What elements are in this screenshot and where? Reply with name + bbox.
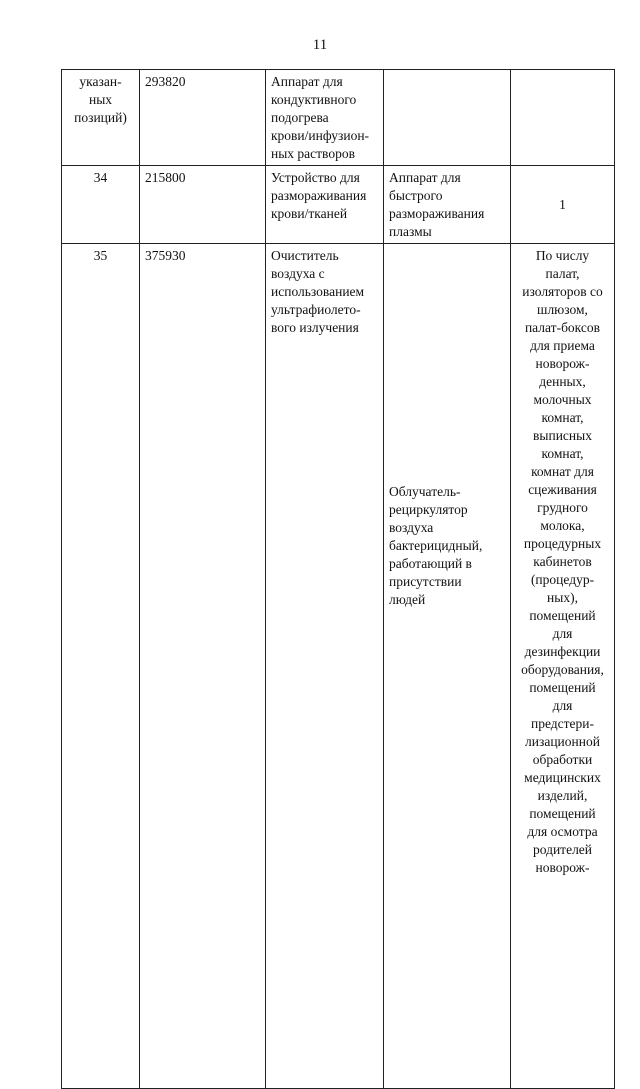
table-row	[62, 166, 615, 244]
cell-name: Устройство для размораживания крови/тканей	[266, 166, 384, 244]
cell-code: 293820	[140, 70, 266, 166]
cell-code: 375930	[140, 244, 266, 1089]
table-row	[62, 70, 615, 166]
cell-code: 215800	[140, 166, 266, 244]
cell-device: Облучатель- рециркулятор воздуха бактерицидный, работающий в присутствии людей	[384, 244, 511, 1089]
cell-number: 35	[62, 244, 140, 1089]
cell-name: Аппарат для кондуктивного подогрева крови/инфузион- ных растворов	[266, 70, 384, 166]
cell-quantity: 1	[511, 166, 615, 244]
cell-device: Аппарат для быстрого размораживания плазмы	[384, 166, 511, 244]
cell-quantity: По числу палат, изоляторов со шлюзом, палат-боксов для приема новорож- денных, молочных комнат, выписных комнат, комнат для сцеживания грудного молока, процедурных кабинетов (процедур- ных), помещений для дезинфекции оборудования, помещений для предстери- лизационной обработки медицинских изделий, помещений для осмотра родителей новорож-	[511, 244, 615, 1089]
cell-name: Очиститель воздуха с использованием ультрафиолето- вого излучения	[266, 244, 384, 1089]
table-row	[62, 244, 615, 1089]
cell-number: указан- ных позиций)	[62, 70, 140, 166]
cell-number: 34	[62, 166, 140, 244]
cell-quantity	[511, 70, 615, 166]
cell-device	[384, 70, 511, 166]
equipment-table	[61, 69, 615, 1089]
page-number: 11	[312, 37, 328, 53]
